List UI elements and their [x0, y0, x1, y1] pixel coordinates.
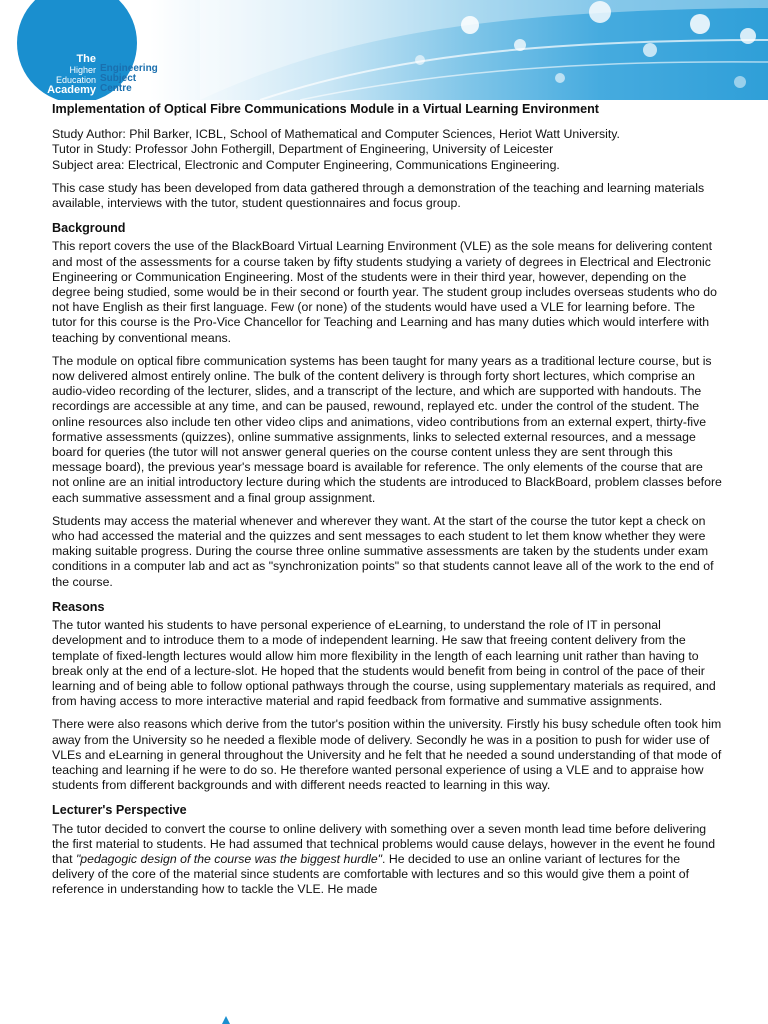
background-paragraph-3: Students may access the material whenever and wherever they want. At the start of the course the tutor kept a check on who had accessed the material and the quizzes and sent messages to each student to let them know whether they were making suitable progress. During the course three online summative assessments are taken by the students under exam conditions in a computer lab and act as "synchronization points" so that students cannot leave all of the work to the end of the course. [52, 513, 714, 589]
lecturer-text-after-quote: . He decided to use an online variant of lectures for the delivery of the core of the material since students are comfortable with lectures and so this would give them a point of reference in understanding how to tackle the VLE. He made [52, 851, 690, 897]
intro-paragraph: This case study has been developed from data gathered through a demonstration of the teaching and learning materials available, interviews with the tutor, student questionnaires and focus group. [52, 180, 705, 211]
subject-centre-line-3: Centre [100, 83, 132, 94]
section-heading-reasons: Reasons [52, 599, 105, 614]
logo-text-the: The [76, 53, 96, 65]
study-subject: Subject area: Electrical, Electronic and Computer Engineering, Communications Engineering. [52, 157, 560, 172]
subject-centre-line-2: Subject [100, 73, 137, 84]
lecturer-paragraph-1 [52, 822, 722, 898]
logo-text-higher: Higher [69, 65, 96, 75]
subject-centre-label [100, 64, 170, 94]
section-heading-lecturers-perspective: Lecturer's Perspective [52, 803, 187, 818]
study-author: Study Author: Phil Barker, ICBL, School of Mathematical and Computer Sciences, Heriot Watt University. [52, 127, 620, 142]
document-title: Implementation of Optical Fibre Communications Module in a Virtual Learning Environment [52, 102, 599, 116]
section-heading-background: Background [52, 221, 126, 236]
study-meta [52, 127, 722, 173]
lecturer-text-before-quote: The tutor decided to convert the course to online delivery with something over a seven month lead time before delivering the first material to students. He had assumed that technical problems would cause delays, however in the event he found that [52, 821, 716, 866]
logo-text-academy: Academy [47, 84, 96, 96]
header-banner [0, 0, 768, 100]
reasons-paragraph-1: The tutor wanted his students to have personal experience of eLearning, to understand the role of IT in personal development and to introduce them to a mode of independent learning. He saw that freeing content delivery from the template of fixed-length lectures would allow him more flexibility in the length of each learning unit rather than having to break only at the end of a lecture-slot. He hoped that the students would benefit from being in control of the pace of their learning and of being able to follow optional pathways through the course, using supplementary materials as required, and from having access to more interactive material and rapid feedback from formative and summative assignments. [52, 618, 716, 709]
logo-text-education: Education [55, 75, 96, 85]
background-paragraph-1: This report covers the use of the BlackBoard Virtual Learning Environment (VLE) as the sole means for delivering content and most of the assessments for a course taken by fifty students studying a variety of degrees in Electrical and Electronic Engineering or Communication Engineering. Most of the students were in their third year, however, depending on the degree being studied, some would be in their second or fourth year. The student group includes overseas students who do not have English as their first language. Few (or none) of the students would have used a VLE for learning before. The tutor for this course is the Pro-Vice Chancellor for Teaching and Learning and has many duties which would interfere with teaching by conventional means. [52, 239, 717, 345]
reasons-paragraph-2: There were also reasons which derive from the tutor's position within the university. Firstly his busy schedule often took him away from the University so he needed a flexible mode of delivery. Secondly he was in a position to push for wider use of VLEs and eLearning in general throughout the University and he felt that he needed a sound understanding of that mode of teaching and learning if he were to do so. He therefore wanted personal experience of using a VLE and to appraise how students from different backgrounds and with different needs reacted to learning in this way. [52, 717, 722, 793]
document-body [52, 102, 722, 906]
study-tutor: Tutor in Study: Professor John Fothergill, Department of Engineering, University of Leicester [52, 142, 554, 157]
footer-triangle-icon [222, 1016, 230, 1024]
subject-centre-line-1: Engineering [100, 63, 158, 74]
lecturer-quote: "pedagogic design of the course was the biggest hurdle" [75, 851, 383, 866]
background-paragraph-2: The module on optical fibre communication systems has been taught for many years as a traditional lecture course, but is now delivered almost entirely online. The bulk of the content delivery is through forty short lectures, which comprise an audio-video recording of the lecturer, slides, and a transcript of the lecture, and which are supported with handouts. The recordings are accessible at any time, and can be paused, rewound, replayed etc. under the control of the student. The online resources also include ten other video clips and animations, video contributions from an external expert, thirty-five formative assessments (quizzes), online summative assignments, links to selected external resources, and a message board for queries (the tutor will not answer general queries on the course content unless they are sent through this message board), the previous year's message board is available for reference. The only elements of the course that are not online are an initial introductory lecture during which the students are introduced to BlackBoard, problem classes before each summative assessment and a final group assignment. [52, 353, 722, 505]
